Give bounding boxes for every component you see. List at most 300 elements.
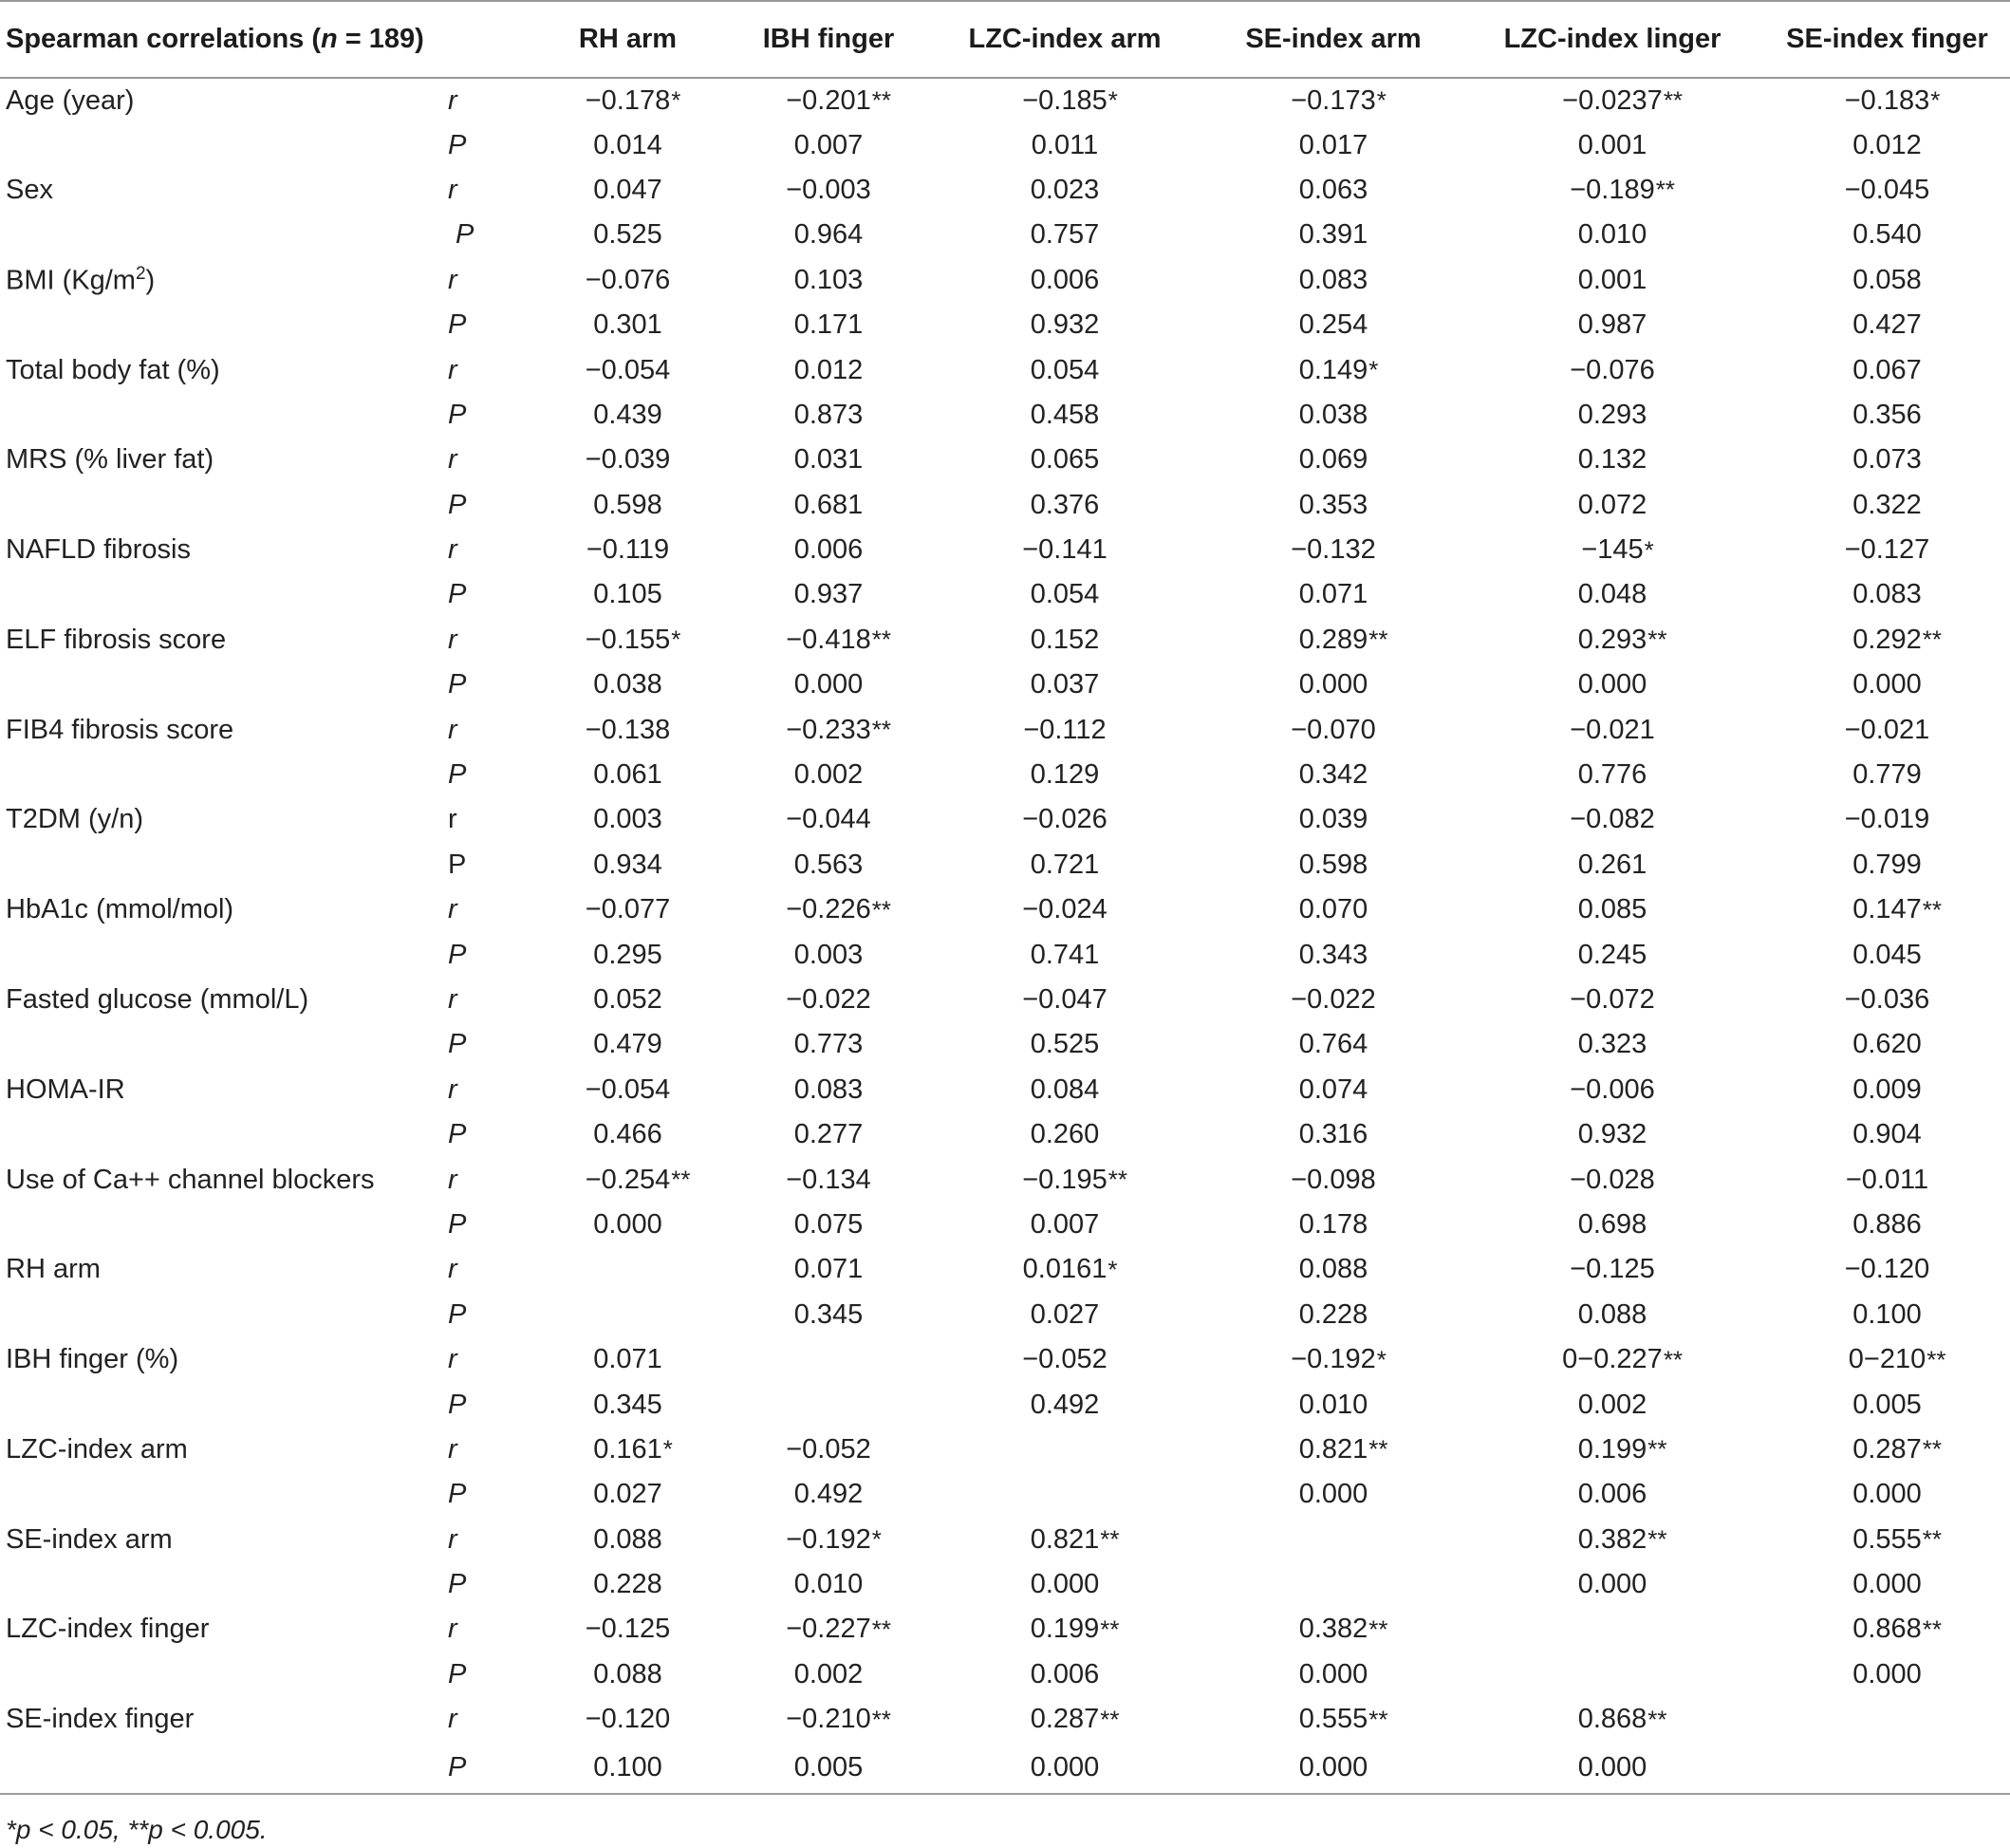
table-cell (923, 1112, 1206, 1157)
cell-value: 0−0.227 (1562, 1344, 1663, 1375)
table-cell (734, 1247, 923, 1292)
significance-marker: ** (1368, 625, 1388, 654)
cell-value: 0.904 (1852, 1119, 1922, 1150)
table-cell (1206, 707, 1461, 752)
cell-value: 0.010 (793, 1569, 864, 1600)
table-cell (734, 707, 923, 752)
table-cell (1461, 1203, 1764, 1247)
significance-marker: ** (1922, 1615, 1943, 1644)
cell-value: 0.353 (1298, 489, 1368, 520)
cell-value: −0.141 (1022, 534, 1107, 566)
table-row (0, 663, 2010, 707)
row-label (0, 1472, 437, 1517)
significance-marker: ** (1926, 1345, 1946, 1374)
row-label (0, 843, 437, 887)
cell-value: 0.287 (1030, 1704, 1100, 1735)
cell-value: 0.345 (793, 1298, 864, 1330)
cell-value: 0.105 (593, 579, 662, 610)
cell-value: 0.149 (1298, 354, 1368, 385)
cell-value: −0.233 (786, 714, 871, 745)
cell-value: 0.000 (593, 1208, 662, 1240)
cell-value: 0.563 (793, 849, 864, 880)
cell-value: 0.492 (793, 1479, 864, 1510)
table-cell (1461, 1472, 1764, 1517)
table-cell (923, 1157, 1206, 1202)
table-cell (1461, 528, 1764, 572)
table-cell (734, 1472, 923, 1517)
cell-value: 0.000 (1298, 1479, 1368, 1510)
row-label (0, 932, 437, 977)
cell-value: 0.295 (593, 939, 662, 970)
cell-value: 0.555 (1298, 1704, 1368, 1735)
statistic-symbol: P (448, 1389, 467, 1420)
row-label: Sex (6, 174, 53, 205)
table-cell (1461, 213, 1764, 257)
cell-value: 0.000 (1030, 1569, 1100, 1600)
significance-marker: * (1368, 355, 1379, 384)
table-cell (923, 1518, 1206, 1562)
column-header: LZC-index linger (1461, 1, 1764, 78)
table-cell (522, 1157, 734, 1202)
table-cell (522, 1472, 734, 1517)
statistic-symbol: P (448, 669, 467, 700)
cell-value: −0.132 (1291, 534, 1376, 566)
table-cell (1764, 797, 2010, 842)
significance-footnote: *p < 0.05, **p < 0.005. (6, 1815, 268, 1844)
table-cell (1206, 168, 1461, 213)
statistic-symbol: r (448, 1164, 457, 1195)
table-cell (734, 618, 923, 663)
significance-marker: * (1107, 1255, 1118, 1284)
table-cell (923, 1607, 1206, 1652)
table-cell (1764, 393, 2010, 438)
cell-value: −0.125 (1570, 1254, 1655, 1285)
row-label (0, 1112, 437, 1157)
cell-value: 0.129 (1030, 759, 1100, 791)
cell-value: 0.007 (1030, 1208, 1100, 1240)
cell-value: 0.012 (1852, 129, 1922, 160)
cell-value: −0.120 (1844, 1254, 1930, 1285)
cell-value: 0.100 (1852, 1298, 1922, 1330)
cell-value: 0.002 (793, 1658, 864, 1689)
cell-value: 0.228 (1298, 1298, 1368, 1330)
row-label: NAFLD fibrosis (6, 534, 191, 566)
table-cell (1206, 393, 1461, 438)
significance-marker: * (671, 625, 681, 654)
table-cell (734, 1022, 923, 1067)
cell-value: 0.088 (593, 1523, 662, 1555)
statistic-symbol: r (448, 354, 457, 385)
table-title-header: Spearman correlations (n = 189) (0, 1, 522, 78)
table-cell (1461, 1428, 1764, 1472)
cell-value: 0.037 (1030, 669, 1100, 700)
table-cell (923, 1068, 1206, 1112)
table-cell (1764, 1652, 2010, 1697)
table-cell (1206, 1203, 1461, 1247)
table-row (0, 1472, 2010, 1517)
cell-value: 0.555 (1852, 1523, 1922, 1555)
cell-value: 0.382 (1577, 1523, 1647, 1555)
significance-marker: ** (1655, 175, 1675, 204)
table-row (0, 1293, 2010, 1337)
cell-value: −0.036 (1844, 984, 1930, 1015)
cell-value: 0.382 (1298, 1614, 1368, 1645)
table-row (0, 1607, 2010, 1652)
table-cell (734, 528, 923, 572)
cell-value: 0.293 (1577, 399, 1647, 430)
cell-value: 0.254 (1298, 309, 1368, 341)
cell-value: −145 (1581, 534, 1644, 566)
cell-value: 0.000 (1298, 1751, 1368, 1783)
table-cell (522, 1293, 734, 1337)
table-cell (734, 303, 923, 347)
statistic-symbol: r (448, 1614, 457, 1645)
cell-value: −0.021 (1570, 714, 1655, 745)
cell-value: −0.024 (1022, 894, 1107, 925)
table-cell (734, 843, 923, 887)
cell-value: −0.028 (1570, 1164, 1655, 1195)
table-cell (1206, 843, 1461, 887)
table-header (0, 1, 2010, 78)
table-row (0, 618, 2010, 663)
cell-value: 0.540 (1852, 219, 1922, 251)
cell-value: 0.620 (1852, 1029, 1922, 1060)
table-cell (522, 1652, 734, 1697)
table-cell (734, 258, 923, 303)
row-label (0, 1652, 437, 1697)
cell-value: 0.003 (793, 939, 864, 970)
statistic-symbol: r (448, 84, 457, 116)
table-row (0, 1157, 2010, 1202)
table-cell (1461, 663, 1764, 707)
cell-value: 0.003 (593, 804, 662, 835)
table-cell (1206, 1022, 1461, 1067)
cell-value: 0.074 (1298, 1073, 1368, 1105)
table-cell (522, 168, 734, 213)
table-row (0, 978, 2010, 1022)
cell-value: 0.012 (793, 354, 864, 385)
table-cell (1206, 932, 1461, 977)
cell-value: −0.192 (1291, 1344, 1376, 1375)
cell-value: 0.083 (1852, 579, 1922, 610)
table-cell (1764, 1293, 2010, 1337)
cell-value: 0.054 (1030, 579, 1100, 610)
cell-value: 0.045 (1852, 939, 1922, 970)
cell-value: 0.000 (1577, 1569, 1647, 1600)
row-label: FIB4 fibrosis score (6, 714, 234, 745)
statistic-symbol: P (448, 849, 467, 880)
cell-value: 0.868 (1852, 1614, 1922, 1645)
table-row (0, 1022, 2010, 1067)
cell-value: 0.071 (1298, 579, 1368, 610)
table-cell (923, 1652, 1206, 1697)
cell-value: 0.005 (793, 1751, 864, 1783)
cell-value: 0.031 (793, 444, 864, 476)
cell-value: 0.934 (593, 849, 662, 880)
table-cell (923, 978, 1206, 1022)
cell-value: 0.006 (1030, 264, 1100, 295)
cell-value: −0.077 (585, 894, 671, 925)
significance-marker: * (1376, 85, 1387, 115)
statistic-symbol: r (448, 1433, 457, 1465)
significance-marker: ** (1647, 1434, 1667, 1464)
table-cell (1764, 78, 2010, 122)
cell-value: 0.083 (793, 1073, 864, 1105)
table-cell (1764, 347, 2010, 392)
cell-value: 0.376 (1030, 489, 1100, 520)
row-label (0, 393, 437, 438)
cell-value: 0.439 (593, 399, 662, 430)
cell-value: −0.112 (1023, 714, 1107, 745)
cell-value: 0.342 (1298, 759, 1368, 791)
table-cell (1764, 1428, 2010, 1472)
cell-value: 0.000 (1030, 1751, 1100, 1783)
table-cell (1206, 483, 1461, 528)
table-cell (1764, 1697, 2010, 1742)
cell-value: 0.088 (1298, 1254, 1368, 1285)
cell-value: 0.199 (1577, 1433, 1647, 1465)
significance-marker: * (1107, 85, 1118, 115)
cell-value: 0.466 (593, 1119, 662, 1150)
table-cell (522, 1203, 734, 1247)
table-cell (734, 663, 923, 707)
cell-value: 0.0161 (1022, 1254, 1107, 1285)
row-label (0, 213, 437, 257)
table-row (0, 258, 2010, 303)
table-cell (923, 843, 1206, 887)
statistic-symbol: r (448, 174, 457, 205)
table-cell (923, 572, 1206, 617)
table-cell (734, 1157, 923, 1202)
table-cell (522, 978, 734, 1022)
table-cell (1206, 122, 1461, 167)
statistic-symbol: P (448, 309, 467, 341)
table-cell (522, 438, 734, 482)
table-cell (1461, 258, 1764, 303)
cell-value: 0.292 (1852, 624, 1922, 655)
cell-value: 0.000 (1298, 669, 1368, 700)
row-label (0, 572, 437, 617)
table-cell (1461, 122, 1764, 167)
table-cell (923, 707, 1206, 752)
cell-value: 0.799 (1852, 849, 1922, 880)
table-cell (734, 1337, 923, 1382)
table-cell (1461, 483, 1764, 528)
table-cell (1206, 1068, 1461, 1112)
cell-value: 0.932 (1577, 1119, 1647, 1150)
significance-marker: * (871, 1524, 882, 1554)
row-label: LZC-index finger (6, 1614, 210, 1645)
cell-value: 0.005 (1852, 1389, 1922, 1420)
table-cell (1206, 1562, 1461, 1607)
table-cell (1764, 843, 2010, 887)
table-cell (1206, 1518, 1461, 1562)
cell-value: 0.773 (793, 1029, 864, 1060)
table-cell (1206, 1247, 1461, 1292)
table-cell (923, 122, 1206, 167)
cell-value: −0.183 (1844, 84, 1930, 116)
table-cell (1764, 303, 2010, 347)
cell-value: 0.000 (1852, 1569, 1922, 1600)
table-cell (1764, 258, 2010, 303)
cell-value: 0.323 (1577, 1029, 1647, 1060)
cell-value: 0.525 (1030, 1029, 1100, 1060)
row-label: Age (year) (6, 84, 135, 116)
cell-value: 0.932 (1030, 309, 1100, 341)
cell-value: −0.201 (786, 84, 871, 116)
cell-value: 0.063 (1298, 174, 1368, 205)
row-label (0, 122, 437, 167)
cell-value: −0.098 (1291, 1164, 1376, 1195)
cell-value: 0.085 (1577, 894, 1647, 925)
table-cell (1206, 978, 1461, 1022)
table-cell (522, 887, 734, 932)
cell-value: 0.039 (1298, 804, 1368, 835)
cell-value: 0.000 (1577, 1751, 1647, 1783)
cell-value: 0.343 (1298, 939, 1368, 970)
table-cell (923, 618, 1206, 663)
significance-marker: * (1376, 1345, 1387, 1374)
table-row (0, 1652, 2010, 1697)
table-cell (1764, 168, 2010, 213)
cell-value: −0.254 (585, 1164, 671, 1195)
cell-value: −0.418 (786, 624, 871, 655)
table-cell (734, 393, 923, 438)
table-cell (923, 932, 1206, 977)
cell-value: 0−210 (1848, 1344, 1926, 1375)
cell-value: 0.316 (1298, 1119, 1368, 1150)
cell-value: 0.391 (1298, 219, 1368, 251)
table-body (0, 78, 2010, 1794)
column-header: IBH finger (734, 1, 923, 78)
significance-marker: ** (1922, 625, 1943, 654)
cell-value: 0.171 (793, 309, 864, 341)
table-cell (734, 1203, 923, 1247)
table-cell (923, 1472, 1206, 1517)
table-cell (1206, 797, 1461, 842)
cell-value: 0.132 (1577, 444, 1647, 476)
table-cell (522, 1022, 734, 1067)
table-cell (522, 1428, 734, 1472)
table-cell (522, 528, 734, 572)
cell-value: −0.125 (585, 1614, 671, 1645)
table-cell (734, 1562, 923, 1607)
table-cell (1764, 1247, 2010, 1292)
table-cell (1206, 347, 1461, 392)
cell-value: −0.0237 (1562, 84, 1663, 116)
table-cell (1206, 1157, 1461, 1202)
table-cell (1206, 258, 1461, 303)
row-label: Total body fat (%) (6, 354, 220, 385)
table-cell (734, 1428, 923, 1472)
table-cell (1764, 1518, 2010, 1562)
table-cell (923, 1247, 1206, 1292)
cell-value: −0.052 (1022, 1344, 1107, 1375)
cell-value: −0.006 (1570, 1073, 1655, 1105)
table-cell (923, 528, 1206, 572)
table-cell (1206, 1428, 1461, 1472)
cell-value: −0.210 (786, 1704, 871, 1735)
table-cell (923, 438, 1206, 482)
significance-marker: * (671, 85, 681, 115)
cell-value: 0.070 (1298, 894, 1368, 925)
table-cell (1461, 78, 1764, 122)
cell-value: 0.741 (1030, 939, 1100, 970)
statistic-symbol: r (448, 1523, 457, 1555)
table-cell (1206, 1697, 1461, 1742)
table-cell (923, 887, 1206, 932)
table-cell (1764, 572, 2010, 617)
statistic-symbol: P (448, 1658, 467, 1689)
table-cell (1461, 1068, 1764, 1112)
table-cell (1764, 213, 2010, 257)
cell-value: 0.061 (593, 759, 662, 791)
table-cell (1764, 1022, 2010, 1067)
table-cell (1764, 932, 2010, 977)
table-cell (1764, 1607, 2010, 1652)
table-cell (1764, 528, 2010, 572)
cell-value: 0.868 (1577, 1704, 1647, 1735)
row-label: MRS (% liver fat) (6, 444, 214, 476)
table-cell (522, 1607, 734, 1652)
table-cell (522, 347, 734, 392)
cell-value: −0.195 (1022, 1164, 1107, 1195)
cell-value: −0.173 (1291, 84, 1376, 116)
cell-value: 0.007 (793, 129, 864, 160)
table-cell (522, 753, 734, 797)
statistic-symbol: P (448, 759, 467, 791)
cell-value: 0.072 (1577, 489, 1647, 520)
table-cell (923, 1382, 1206, 1427)
table-cell (734, 1293, 923, 1337)
cell-value: 0.479 (593, 1029, 662, 1060)
table-cell (522, 122, 734, 167)
table-cell (734, 572, 923, 617)
table-row (0, 1068, 2010, 1112)
table-cell (1764, 1157, 2010, 1202)
statistic-symbol: r (448, 1073, 457, 1105)
table-cell (522, 78, 734, 122)
significance-marker: * (662, 1434, 673, 1464)
statistic-symbol: P (448, 129, 467, 160)
cell-value: 0.010 (1298, 1389, 1368, 1420)
cell-value: −0.076 (585, 264, 671, 295)
cell-value: −0.189 (1570, 174, 1655, 205)
table-cell (1206, 663, 1461, 707)
cell-value: 0.228 (593, 1569, 662, 1600)
table-cell (1206, 1337, 1461, 1382)
cell-value: 0.083 (1298, 264, 1368, 295)
table-cell (923, 1697, 1206, 1742)
table-cell (1461, 1022, 1764, 1067)
table-row (0, 843, 2010, 887)
statistic-symbol: r (448, 624, 457, 655)
table-cell (923, 78, 1206, 122)
table-cell (923, 1562, 1206, 1607)
table-row (0, 438, 2010, 482)
table-cell (734, 1742, 923, 1794)
table-cell (734, 78, 923, 122)
row-label (0, 1382, 437, 1427)
cell-value: 0.088 (593, 1658, 662, 1689)
table-row (0, 213, 2010, 257)
table-cell (1461, 843, 1764, 887)
significance-marker: ** (1922, 1524, 1943, 1554)
cell-value: 0.987 (1577, 309, 1647, 341)
significance-marker: ** (1647, 1524, 1667, 1554)
table-cell (522, 303, 734, 347)
table-cell (1764, 438, 2010, 482)
